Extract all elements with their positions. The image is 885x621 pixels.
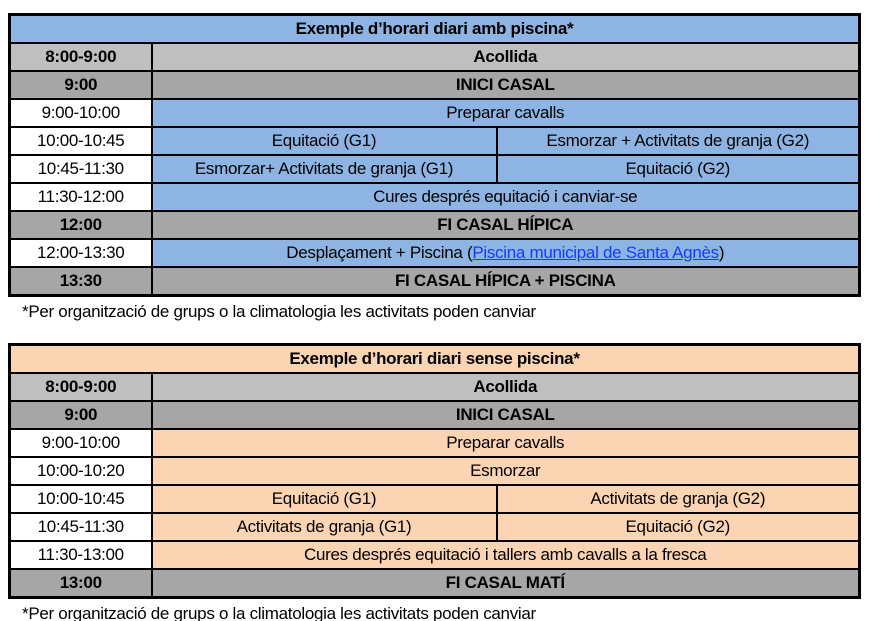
time-cell: 9:00 bbox=[10, 401, 152, 429]
table-row bbox=[10, 71, 860, 99]
activity-cell: INICI CASAL bbox=[152, 401, 860, 429]
time-cell: 10:45-11:30 bbox=[10, 513, 152, 541]
table-row bbox=[10, 513, 860, 541]
table-row bbox=[10, 211, 860, 239]
activity-cell: FI CASAL HÍPICA + PISCINA bbox=[152, 267, 860, 296]
activity-cell: INICI CASAL bbox=[152, 71, 860, 99]
table-row bbox=[10, 239, 860, 267]
time-cell: 9:00 bbox=[10, 71, 152, 99]
table-title: Exemple d’horari diari sense piscina* bbox=[10, 345, 860, 374]
time-cell: 9:00-10:00 bbox=[10, 99, 152, 127]
activity-text: ) bbox=[718, 243, 725, 262]
schedule-table-without-pool bbox=[8, 343, 861, 599]
activity-cell: Cures després equitació i tallers amb cavalls a la fresca bbox=[152, 541, 860, 569]
time-cell: 13:30 bbox=[10, 267, 152, 296]
footnote: *Per organització de grups o la climatologia les activitats poden canviar bbox=[22, 604, 536, 621]
table-row bbox=[10, 183, 860, 211]
table-row bbox=[10, 155, 860, 183]
activity-cell: Acollida bbox=[152, 43, 860, 71]
table-title: Exemple d’horari diari amb piscina* bbox=[10, 15, 860, 44]
table-row bbox=[10, 267, 860, 296]
activity-cell: Esmorzar bbox=[152, 457, 860, 485]
table-row bbox=[10, 429, 860, 457]
activity-cell: Acollida bbox=[152, 373, 860, 401]
table-row bbox=[10, 345, 860, 374]
time-cell: 8:00-9:00 bbox=[10, 43, 152, 71]
table-row bbox=[10, 401, 860, 429]
schedule-table-with-pool bbox=[8, 13, 861, 297]
group2-cell: Esmorzar + Activitats de granja (G2) bbox=[497, 127, 860, 155]
activity-cell: Preparar cavalls bbox=[152, 99, 860, 127]
time-cell: 12:00 bbox=[10, 211, 152, 239]
activity-text: Desplaçament + Piscina ( bbox=[286, 243, 473, 262]
time-cell: 10:00-10:45 bbox=[10, 127, 152, 155]
time-cell: 13:00 bbox=[10, 569, 152, 598]
group2-cell: Activitats de granja (G2) bbox=[497, 485, 860, 513]
time-cell: 12:00-13:30 bbox=[10, 239, 152, 267]
time-cell: 10:00-10:20 bbox=[10, 457, 152, 485]
group2-cell: Equitació (G2) bbox=[497, 155, 860, 183]
group2-cell: Equitació (G2) bbox=[497, 513, 860, 541]
time-cell: 8:00-9:00 bbox=[10, 373, 152, 401]
activity-cell: FI CASAL MATÍ bbox=[152, 569, 860, 598]
table-row bbox=[10, 541, 860, 569]
time-cell: 9:00-10:00 bbox=[10, 429, 152, 457]
activity-cell: Cures després equitació i canviar-se bbox=[152, 183, 860, 211]
piscina-link[interactable]: Piscina municipal de Santa Agnès bbox=[472, 243, 719, 262]
table-row bbox=[10, 569, 860, 598]
activity-cell bbox=[152, 239, 860, 267]
activity-cell: Preparar cavalls bbox=[152, 429, 860, 457]
table-row bbox=[10, 99, 860, 127]
activity-cell: FI CASAL HÍPICA bbox=[152, 211, 860, 239]
time-cell: 10:45-11:30 bbox=[10, 155, 152, 183]
time-cell: 11:30-13:00 bbox=[10, 541, 152, 569]
group1-cell: Esmorzar+ Activitats de granja (G1) bbox=[152, 155, 497, 183]
table-row bbox=[10, 15, 860, 44]
group1-cell: Equitació (G1) bbox=[152, 127, 497, 155]
table-row bbox=[10, 43, 860, 71]
table-row bbox=[10, 373, 860, 401]
group1-cell: Activitats de granja (G1) bbox=[152, 513, 497, 541]
time-cell: 10:00-10:45 bbox=[10, 485, 152, 513]
time-cell: 11:30-12:00 bbox=[10, 183, 152, 211]
group1-cell: Equitació (G1) bbox=[152, 485, 497, 513]
table-row bbox=[10, 127, 860, 155]
footnote: *Per organització de grups o la climatologia les activitats poden canviar bbox=[22, 302, 536, 321]
table-row bbox=[10, 485, 860, 513]
table-row bbox=[10, 457, 860, 485]
